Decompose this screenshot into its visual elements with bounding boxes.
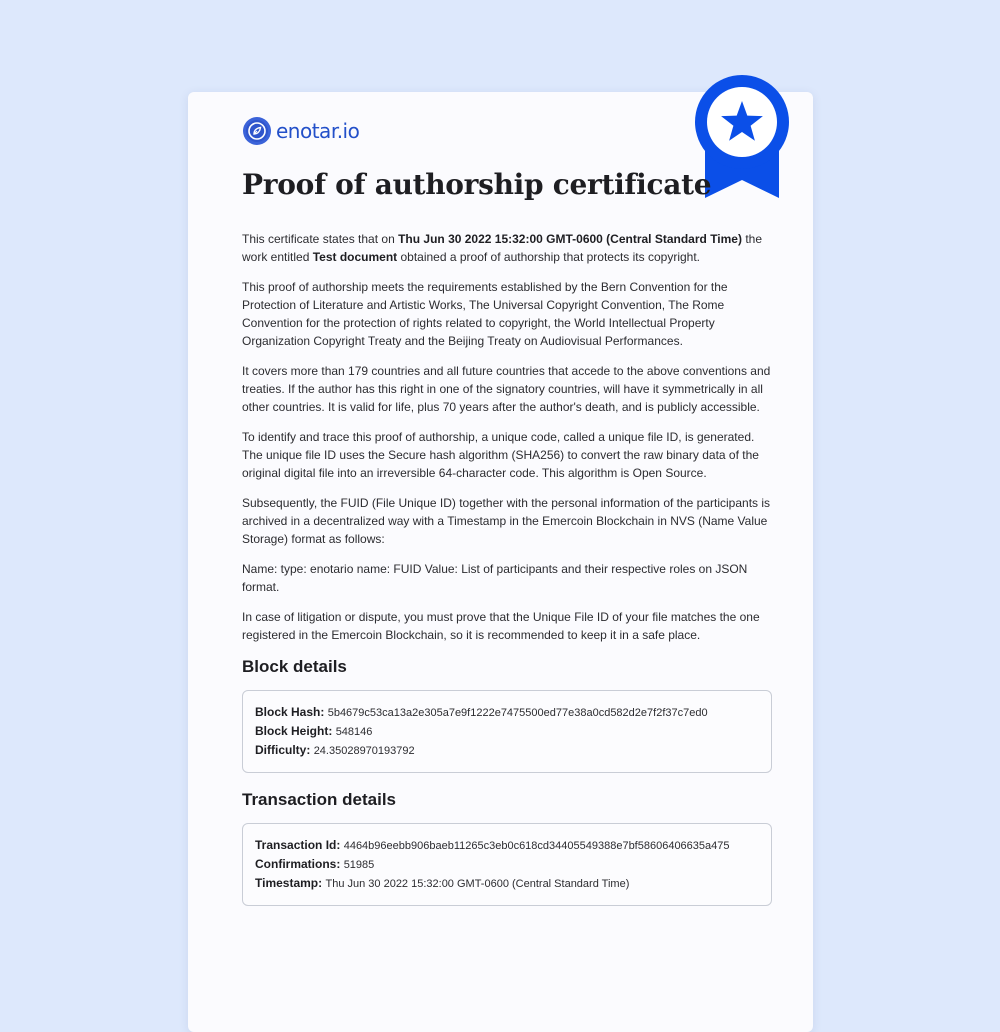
certificate-date: Thu Jun 30 2022 15:32:00 GMT-0600 (Central Standard Time) [398, 232, 742, 246]
brand-name: enotar.io [276, 119, 360, 143]
work-title: Test document [312, 250, 398, 264]
timestamp-label: Timestamp: [255, 876, 323, 890]
transaction-id-label: Transaction Id: [255, 838, 341, 852]
certificate-title: Proof of authorship certificate [242, 168, 712, 201]
intro-paragraph: This certificate states that on Thu Jun 30 2022 15:32:00 GMT-0600 (Central Standard Time) the work entitled Test document obtained a proof of authorship that protects its copyright. [242, 232, 762, 264]
timestamp-row [255, 874, 759, 893]
confirmations-value: 51985 [343, 859, 375, 871]
timestamp-value: Thu Jun 30 2022 15:32:00 GMT-0600 (Central Standard Time) [325, 878, 630, 890]
block-details-box [242, 690, 772, 773]
difficulty-row [255, 741, 759, 760]
difficulty-label: Difficulty: [255, 743, 311, 757]
confirmations-label: Confirmations: [255, 857, 341, 871]
certificate-body [242, 230, 772, 906]
transaction-details-box [242, 823, 772, 906]
quill-logo-icon [242, 116, 272, 146]
block-hash-row [255, 703, 759, 722]
confirmations-row [255, 855, 759, 874]
block-hash-label: Block Hash: [255, 705, 325, 719]
block-height-value: 548146 [335, 726, 373, 738]
block-height-label: Block Height: [255, 724, 333, 738]
nvs-format-paragraph: Name: type: enotario name: FUID Value: List of participants and their respective roles on JSON format. [242, 562, 748, 594]
file-id-paragraph: To identify and trace this proof of authorship, a unique code, called a unique file ID, is generated. The unique file ID uses the Secure hash algorithm (SHA256) to convert the raw binary data of the original digital file into an irreversible 64-character code. This algorithm is Open Source. [242, 430, 759, 480]
block-hash-value: 5b4679c53ca13a2e305a7e9f1222e7475500ed77e38a0cd582d2e7f2f37c7ed0 [327, 707, 708, 719]
enotar-logo[interactable] [242, 116, 359, 146]
difficulty-value: 24.35028970193792 [313, 745, 415, 757]
transaction-details-heading: Transaction details [242, 790, 396, 809]
conventions-paragraph: This proof of authorship meets the requirements established by the Bern Convention for the Protection of Literature and Artistic Works, The Universal Copyright Convention, The Rome Convention for the protection of rights related to copyright, the World Intellectual Property Organization Copyright Treaty and the Beijing Treaty on Audiovisual Performances. [242, 280, 728, 348]
blockchain-paragraph: Subsequently, the FUID (File Unique ID) together with the personal information of the participants is archived in a decentralized way with a Timestamp in the Emercoin Blockchain in NVS (Name Value Storage) format as follows: [242, 496, 771, 546]
block-height-row [255, 722, 759, 741]
litigation-paragraph: In case of litigation or dispute, you must prove that the Unique File ID of your file matches the one registered in the Emercoin Blockchain, so it is recommended to keep it in a safe place. [242, 610, 760, 642]
transaction-id-row [255, 836, 759, 855]
transaction-id-value: 4464b96eebb906baeb11265c3eb0c618cd34405549388e7bf58606406635a475 [343, 840, 730, 852]
block-details-heading: Block details [242, 657, 347, 676]
coverage-paragraph: It covers more than 179 countries and all future countries that accede to the above conventions and treaties. If the author has this right in one of the signatory countries, will have it symmetrically in all other countries. It is valid for life, plus 70 years after the author's death, and is publicly accessible. [242, 364, 771, 414]
certificate-card [188, 92, 813, 1032]
